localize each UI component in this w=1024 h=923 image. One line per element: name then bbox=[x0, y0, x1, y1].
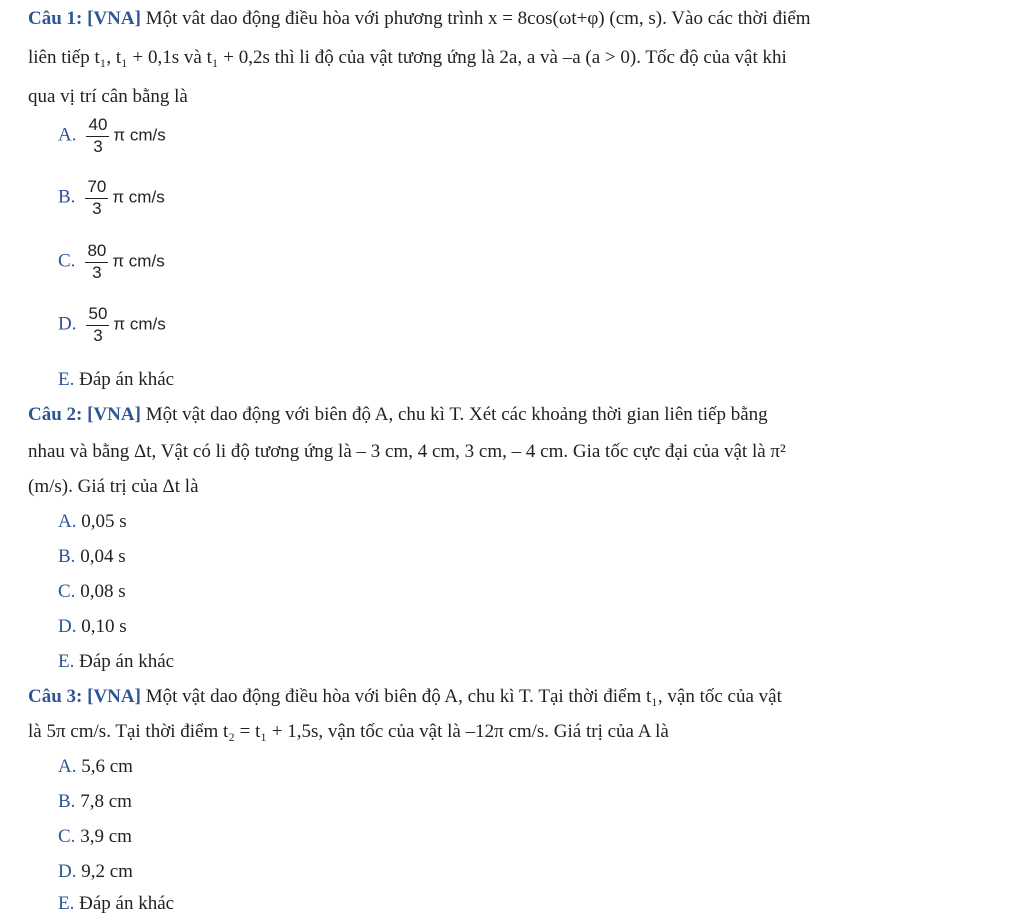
question-1-option-e[interactable] bbox=[58, 369, 174, 391]
option-unit: π cm/s bbox=[113, 125, 166, 145]
question-1-text-3: qua vị trí cân bằng là bbox=[28, 86, 188, 107]
fraction-denominator: 3 bbox=[93, 136, 103, 156]
question-1-option-a[interactable] bbox=[58, 116, 166, 156]
fraction-numerator: 50 bbox=[86, 305, 109, 326]
option-label: C. bbox=[58, 581, 76, 602]
question-2-text-1: Một vật dao động với biên độ A, chu kì T. Xét các khoảng thời gian liên tiếp bằng bbox=[140, 404, 768, 425]
question-1-option-c[interactable] bbox=[58, 242, 165, 282]
option-label: C. bbox=[58, 826, 76, 847]
question-3-text-1: Một vật dao động điều hòa với biên độ A, chu kì T. Tại thời điểm t₁, vận tốc của vật bbox=[140, 686, 782, 707]
question-2-option-d[interactable] bbox=[58, 616, 127, 638]
option-text: 0,04 s bbox=[80, 546, 126, 567]
fraction bbox=[86, 305, 109, 345]
fraction-denominator: 3 bbox=[93, 325, 103, 345]
fraction-numerator: 80 bbox=[85, 242, 108, 263]
question-1-option-d[interactable] bbox=[58, 305, 166, 345]
question-3-option-d[interactable] bbox=[58, 861, 133, 883]
fraction-numerator: 40 bbox=[86, 116, 109, 137]
question-3-line-1 bbox=[28, 686, 782, 708]
fraction bbox=[86, 116, 109, 156]
option-unit: π cm/s bbox=[112, 187, 165, 207]
question-1-text-1: Một vât dao động điều hòa với phương trình x = 8cos(ωt+φ) (cm, s). Vào các thời điểm bbox=[140, 8, 811, 29]
question-2-text-3: (m/s). Giá trị của Δt là bbox=[28, 476, 199, 497]
question-1-line-1 bbox=[28, 8, 811, 30]
question-1-option-b[interactable] bbox=[58, 178, 165, 218]
question-3-option-e[interactable] bbox=[58, 893, 174, 915]
option-label: E. bbox=[58, 651, 75, 672]
option-text: Đáp án khác bbox=[79, 893, 175, 914]
option-label: A. bbox=[58, 511, 77, 532]
option-text: 7,8 cm bbox=[80, 791, 132, 812]
option-text: 0,08 s bbox=[80, 581, 126, 602]
option-label: B. bbox=[58, 791, 76, 812]
question-3-text-2: là 5π cm/s. Tại thời điểm t₂ = t₁ + 1,5s, vận tốc của vật là –12π cm/s. Giá trị của A là bbox=[28, 721, 669, 742]
question-1-header: Câu 1: [VNA] bbox=[28, 8, 141, 29]
option-text: 0,10 s bbox=[81, 616, 127, 637]
option-label: E. bbox=[58, 369, 75, 390]
option-text: 5,6 cm bbox=[81, 756, 133, 777]
question-3-option-a[interactable] bbox=[58, 756, 133, 778]
question-3-option-c[interactable] bbox=[58, 826, 132, 848]
option-label: A. bbox=[58, 756, 77, 777]
fraction bbox=[85, 178, 108, 218]
question-2-option-e[interactable] bbox=[58, 651, 174, 673]
fraction bbox=[85, 242, 108, 282]
option-label: E. bbox=[58, 893, 75, 914]
question-2-option-b[interactable] bbox=[58, 546, 126, 568]
question-2-header: Câu 2: [VNA] bbox=[28, 404, 141, 425]
option-text: Đáp án khác bbox=[79, 651, 175, 672]
option-unit: π cm/s bbox=[112, 251, 165, 271]
fraction-numerator: 70 bbox=[85, 178, 108, 199]
option-label: C. bbox=[58, 250, 76, 272]
option-text: Đáp án khác bbox=[79, 369, 175, 390]
option-text: 3,9 cm bbox=[80, 826, 132, 847]
question-2-option-c[interactable] bbox=[58, 581, 126, 603]
question-3-header: Câu 3: [VNA] bbox=[28, 686, 141, 707]
option-text: 9,2 cm bbox=[81, 861, 133, 882]
option-label: D. bbox=[58, 616, 77, 637]
option-label: B. bbox=[58, 546, 76, 567]
option-label: B. bbox=[58, 186, 76, 208]
question-1-text-2: liên tiếp t₁, t₁ + 0,1s và t₁ + 0,2s thì li độ của vật tương ứng là 2a, a và –a (a > 0). Tốc độ của vật khi bbox=[28, 47, 787, 68]
option-label: D. bbox=[58, 861, 77, 882]
option-label: A. bbox=[58, 124, 77, 146]
fraction-denominator: 3 bbox=[92, 262, 102, 282]
question-3-option-b[interactable] bbox=[58, 791, 132, 813]
question-2-option-a[interactable] bbox=[58, 511, 127, 533]
question-2-text-2: nhau và bằng Δt, Vật có li độ tương ứng là – 3 cm, 4 cm, 3 cm, – 4 cm. Gia tốc cực đại của vật là π² bbox=[28, 441, 786, 462]
fraction-denominator: 3 bbox=[92, 198, 102, 218]
option-text: 0,05 s bbox=[81, 511, 127, 532]
option-unit: π cm/s bbox=[113, 314, 166, 334]
option-label: D. bbox=[58, 313, 77, 335]
question-2-line-1 bbox=[28, 404, 768, 426]
